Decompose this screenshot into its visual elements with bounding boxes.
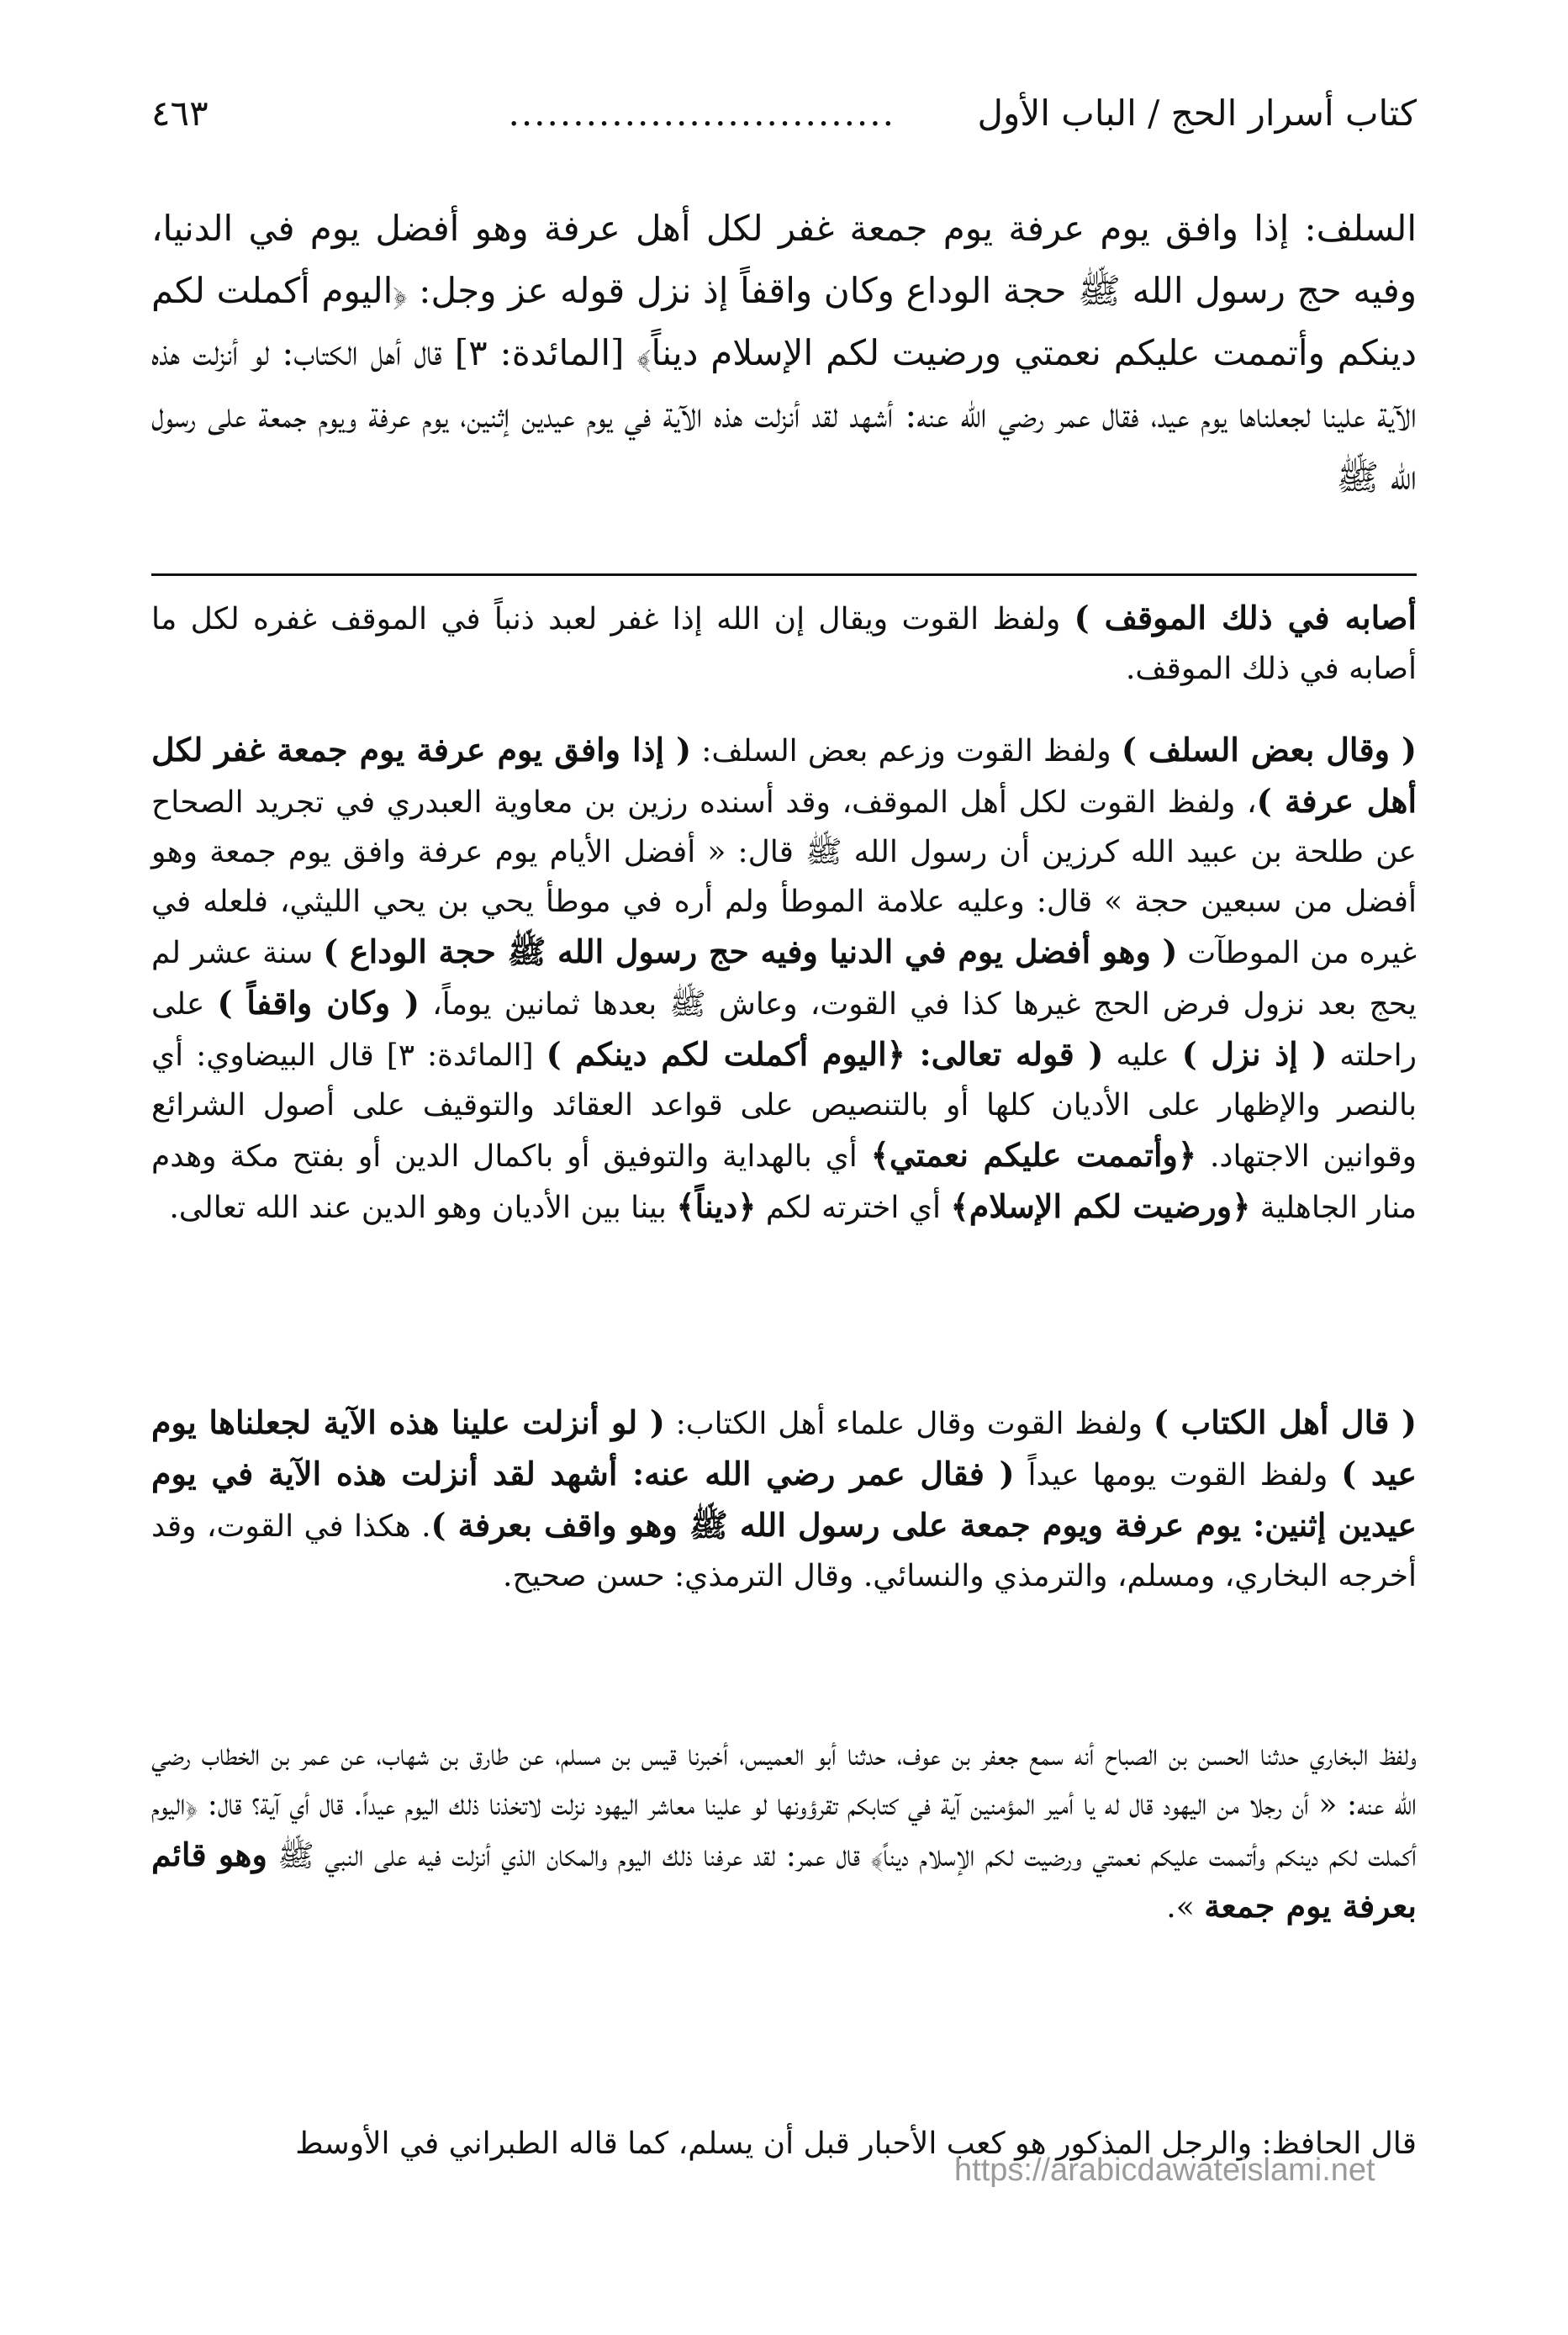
commentary-span: ، ولفظ القوت لكل أهل الموقف، وقد أسنده رزين بن معاوية العبدري في تجريد الصحاح عن طلحة بن عبيد الله كرزين أن رسول الله ﷺ قال: « أفضل الأيام يوم عرفة وافق يوم جمعة وهو أفضل من سبعين حجة » قال: وعليه علامة الموطأ ولم أره في موطأ يحي بن يحي الليثي، فلعله في غيره من الموطآت bbox=[151, 785, 1418, 970]
quoted-phrase: ( لو أنزلت علينا هذه الآية لجعلناها يوم عيد ) bbox=[151, 1403, 1418, 1492]
quoted-phrase: ( إذا وافق يوم عرفة يوم جمعة غفر لكل أهل عرفة ) bbox=[151, 731, 1417, 820]
commentary-span: . هكذا في القوت، وقد أخرجه البخاري، ومسلم، والترمذي والنسائي. وقال الترمذي: حسن صحيح. bbox=[151, 1509, 1417, 1593]
quoted-phrase: ( فقال عمر رضي الله عنه: أشهد لقد أنزلت هذه الآية في يوم عيدين إثنين: يوم عرفة ويوم جمعة على رسول الله ﷺ وهو واقف بعرفة ) bbox=[151, 1455, 1417, 1544]
commentary-span: ولفظ البخاري حدثنا الحسن بن الصباح أنه سمع جعفر بن عوف، حدثنا أبو العميس، أخبرنا قيس بن مسلم، عن طارق بن شهاب، عن عمر بن الخطاب رضي الله عنه: « أن رجلا من اليهود قال له يا أمير المؤمنين آية في كتابكم تقرؤونها لو علينا معاشر اليهود نزلت لاتخذنا ذلك اليوم عيداً. قال أي آية؟ قال: ﴿اليوم أكملت لكم دينكم وأتممت عليكم نعمتي ورضيت لكم الإسلام ديناً﴾ قال عمر: لقد عرفنا ذلك اليوم والمكان الذي أنزلت فيه على النبي ﷺ bbox=[151, 1738, 1418, 1873]
page-header bbox=[151, 84, 1417, 143]
commentary-paragraph-4 bbox=[151, 1730, 1417, 1932]
main-text bbox=[151, 198, 1417, 509]
quoted-phrase: ( وقال بعض السلف ) bbox=[1121, 731, 1417, 769]
main-paragraph: السلف: إذا وافق يوم عرفة يوم جمعة غفر لكل أهل عرفة وهو أفضل يوم في الدنيا، وفيه حج رسول الله ﷺ حجة الوداع وكان واقفاً إذ نزل قوله عز وجل: ﴿اليوم أكملت لكم دينكم وأتممت عليكم نعمتي ورضيت لكم الإسلام ديناً﴾ [المائدة: ٣] قال أهل الكتاب: لو أنزلت هذه الآية علينا لجعلناها يوم عيد، فقال عمر رضي الله عنه: أشهد لقد أنزلت هذه الآية في يوم عيدين إثنين، يوم عرفة ويوم جمعة على رسول الله ﷺ bbox=[151, 208, 1417, 498]
quoted-phrase: ﴿وأتممت عليكم نعمتي﴾ bbox=[870, 1136, 1197, 1174]
commentary-text bbox=[151, 593, 1417, 694]
commentary-paragraph-2 bbox=[151, 725, 1417, 1233]
commentary-text: قال الحافظ: والرجل المذكور هو كعب الأحبار قبل أن يسلم، كما قاله الطبراني في الأوسط bbox=[295, 2126, 1417, 2161]
page-number: ٤٦٣ bbox=[151, 92, 209, 134]
quoted-phrase: ( قال أهل الكتاب ) bbox=[1153, 1403, 1417, 1441]
commentary-span: ولفظ القوت وقال علماء أهل الكتاب: bbox=[664, 1407, 1154, 1441]
commentary-text bbox=[151, 1730, 1417, 1932]
quoted-phrase: وهو قائم بعرفة يوم جمعة bbox=[151, 1836, 1417, 1925]
commentary-span: ». bbox=[1166, 1890, 1205, 1925]
commentary-span: ولفظ القوت يومها عيداً bbox=[1014, 1458, 1342, 1492]
quoted-phrase: أصابه في ذلك الموقف ) bbox=[1074, 599, 1417, 637]
footnote-divider bbox=[151, 573, 1417, 576]
quoted-phrase: ( وهو أفضل يوم في الدنيا وفيه حج رسول الله ﷺ حجة الوداع ) bbox=[323, 932, 1178, 970]
commentary-span: عليه bbox=[1103, 1038, 1182, 1073]
quoted-phrase: ﴿ورضيت لكم الإسلام﴾ bbox=[950, 1187, 1251, 1225]
commentary-span: ولفظ القوت وزعم بعض السلف: bbox=[691, 734, 1122, 769]
quoted-phrase: ( إذ نزل ) bbox=[1181, 1035, 1328, 1073]
commentary-span: ولفظ القوت ويقال إن الله إذا غفر لعبد ذنباً في الموقف غفره لكل ما أصابه في ذلك الموقف. bbox=[151, 602, 1417, 686]
quoted-phrase: ( وكان واقفاً ) bbox=[217, 984, 420, 1022]
commentary-span: سنة عشر لم يحج بعد نزول فرض الحج غيرها كذا في القوت، وعاش ﷺ بعدها ثمانين يوماً، bbox=[151, 936, 1417, 1022]
commentary-span: بينا بين الأديان وهو الدين عند الله تعالى. bbox=[169, 1191, 677, 1225]
header-dot-leader: .............................. bbox=[508, 92, 895, 134]
watermark-url: https://arabicdawateislami.net bbox=[954, 2153, 1375, 2188]
commentary-span: أي اخترته لكم bbox=[756, 1191, 951, 1225]
commentary-paragraph-3 bbox=[151, 1397, 1417, 1601]
quoted-phrase: ( قوله تعالى: ﴿اليوم أكملت لكم دينكم ) bbox=[546, 1035, 1104, 1073]
commentary-text bbox=[151, 1397, 1417, 1601]
running-title: كتاب أسرار الحج / الباب الأول bbox=[977, 92, 1417, 134]
quoted-phrase: ﴿ديناً﴾ bbox=[676, 1187, 757, 1225]
commentary-text bbox=[151, 725, 1417, 1233]
commentary-span: [المائدة: ٣] قال البيضاوي: أي بالنصر والإظهار على الأديان كلها أو بالتنصيص على قواعد العقائد والتوقيف على أصول الشرائع وقوانين الاجتهاد. bbox=[151, 1038, 1417, 1174]
commentary-span: أي بالهداية والتوفيق أو باكمال الدين أو بفتح مكة وهدم منار الجاهلية bbox=[151, 1139, 1417, 1225]
commentary-span: على راحلته bbox=[151, 987, 1417, 1073]
commentary-paragraph-1 bbox=[151, 593, 1417, 694]
